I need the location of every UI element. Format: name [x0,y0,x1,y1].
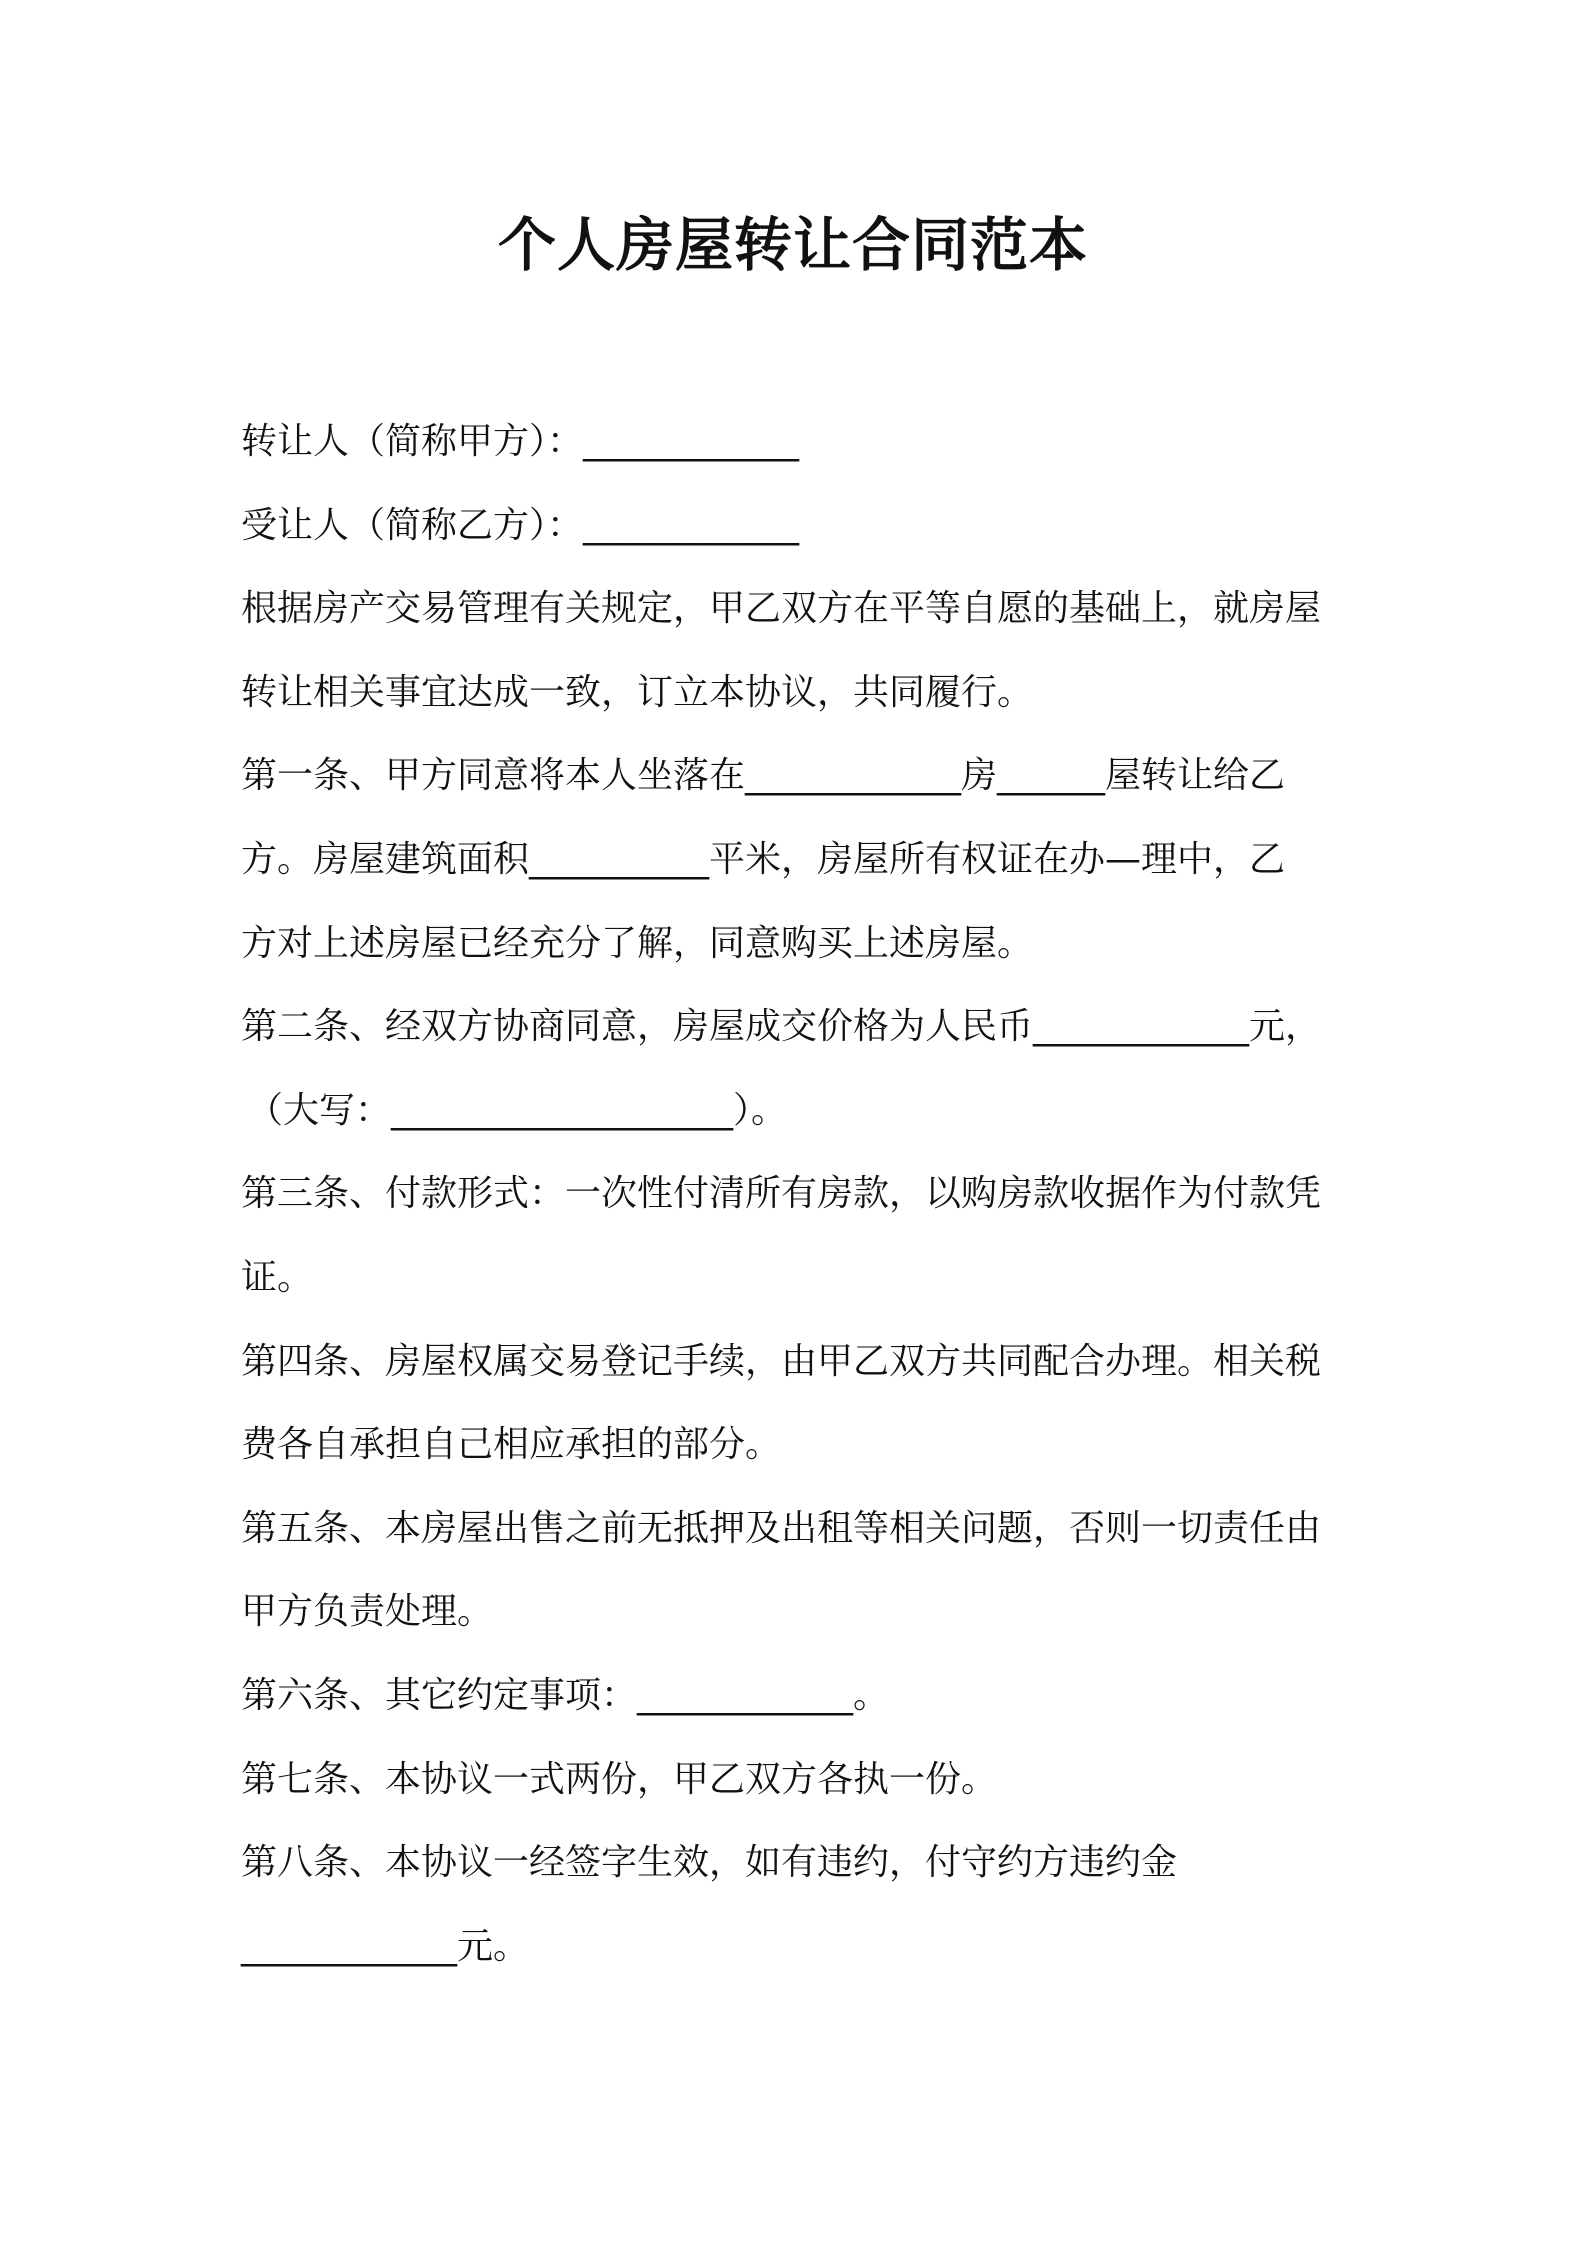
document-body [241,400,1361,1988]
article-6-line: 第六条、其它约定事项：____________。 [241,1674,890,1716]
article-4-line-1: 第四条、房屋权属交易登记手续，由甲乙双方共同配合办理。相关税 [241,1340,1322,1382]
article-7-line: 第七条、本协议一式两份，甲乙双方各执一份。 [241,1758,998,1800]
article-5-line-2: 甲方负责处理。 [241,1591,494,1633]
article-3-line-1: 第三条、付款形式：一次性付清所有房款，以购房款收据作为付款凭 [241,1173,1322,1215]
article-3-line-2: 证。 [241,1256,314,1298]
preamble-line-1: 根据房产交易管理有关规定，甲乙双方在平等自愿的基础上，就房屋 [241,588,1322,630]
article-2-line-1: 第二条、经双方协商同意，房屋成交价格为人民币____________元， [241,1006,1322,1048]
article-1-line-2: 方。房屋建筑面积__________平米，房屋所有权证在办—理中，乙 [241,838,1286,880]
article-2-line-2: （大写：___________________）。 [247,1089,788,1131]
article-8-line-1: 第八条、本协议一经签字生效，如有违约，付守约方违约金 [241,1842,1178,1884]
article-4-line-2: 费各自承担自己相应承担的部分。 [241,1424,782,1466]
party-b-line: 受让人（简称乙方）：____________ [241,504,800,546]
party-a-line: 转让人（简称甲方）：____________ [241,421,800,462]
document-title: 个人房屋转让合同范本 [497,211,1088,279]
article-1-line-1: 第一条、甲方同意将本人坐落在____________房______屋转让给乙 [241,755,1286,797]
article-5-line-1: 第五条、本房屋出售之前无抵押及出租等相关问题，否则一切责任由 [241,1507,1322,1549]
article-1-line-3: 方对上述房屋已经充分了解，同意购买上述房屋。 [241,922,1034,964]
preamble-line-2: 转让相关事宜达成一致，订立本协议，共同履行。 [241,671,1034,713]
article-8-line-2: ____________元。 [241,1925,530,1967]
